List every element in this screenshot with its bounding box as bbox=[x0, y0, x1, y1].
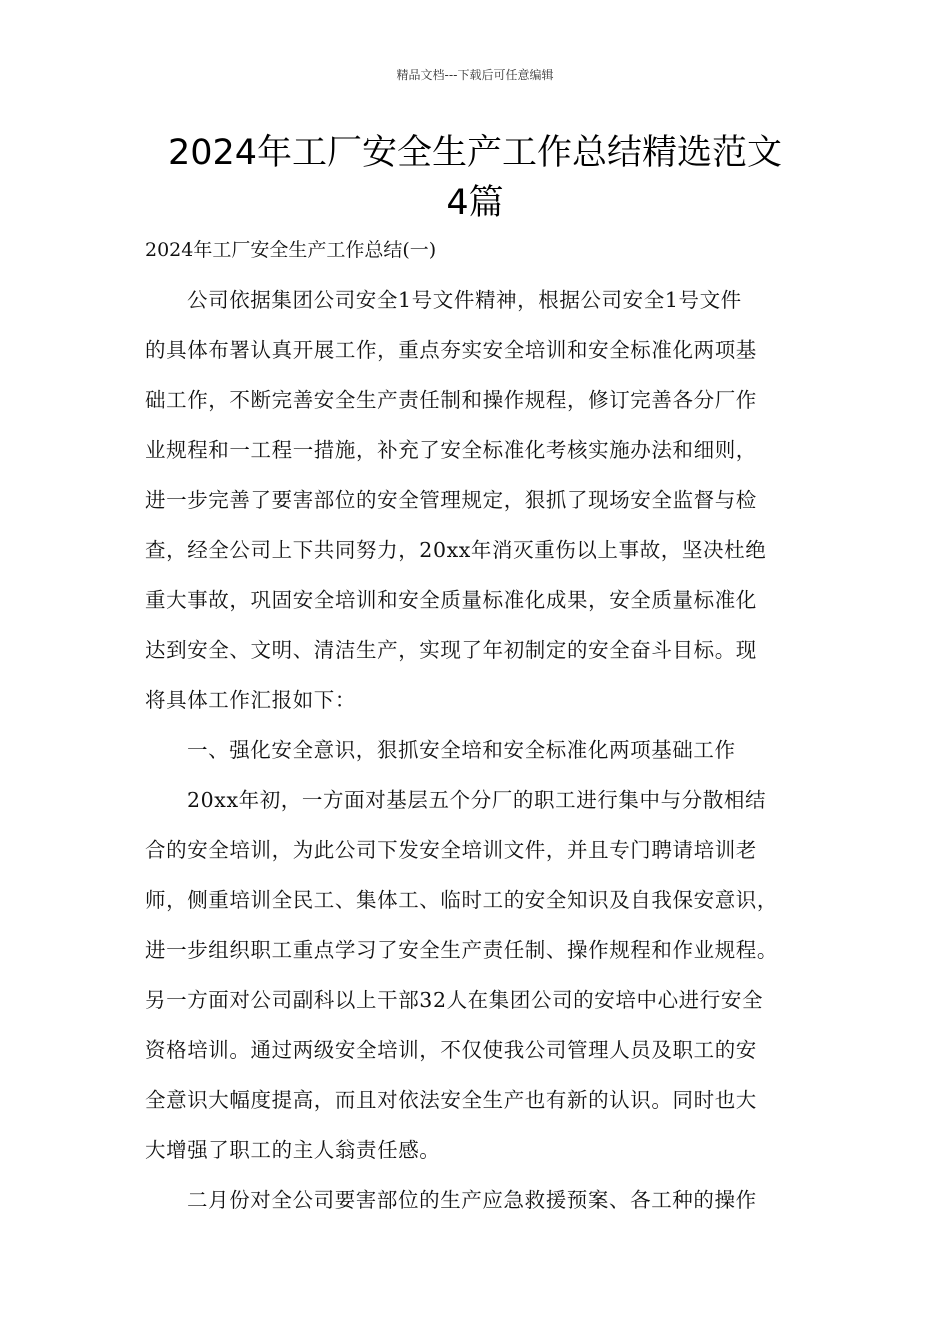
section-heading-1 bbox=[145, 732, 825, 782]
document-title bbox=[100, 128, 850, 228]
header-watermark: 精品文档---下载后可任意编辑 bbox=[396, 68, 554, 82]
text-line: 大增强了职工的主人翁责任感。 bbox=[145, 1138, 441, 1162]
text-line: 业规程和一工程一措施，补充了安全标准化考核实施办法和细则， bbox=[145, 438, 757, 462]
document-title-line-2: 4篇 bbox=[446, 183, 504, 223]
text-line: 合的安全培训，为此公司下发安全培训文件，并且专门聘请培训老 bbox=[145, 838, 757, 862]
paragraph-1 bbox=[145, 282, 825, 732]
section-subtitle: 2024年工厂安全生产工作总结(一) bbox=[145, 239, 437, 261]
text-line: 础工作，不断完善安全生产责任制和操作规程，修订完善各分厂作 bbox=[145, 388, 757, 412]
text-line: 查，经全公司上下共同努力，20xx年消灭重伤以上事故，坚决杜绝 bbox=[145, 538, 767, 562]
text-line: 全意识大幅度提高，而且对依法安全生产也有新的认识。同时也大 bbox=[145, 1088, 757, 1112]
text-line: 进一步组织职工重点学习了安全生产责任制、操作规程和作业规程。 bbox=[145, 938, 778, 962]
text-line: 达到安全、文明、清洁生产，实现了年初制定的安全奋斗目标。现 bbox=[145, 638, 757, 662]
text-line: 将具体工作汇报如下： bbox=[145, 688, 356, 712]
paragraph-3 bbox=[145, 1182, 825, 1232]
text-line: 重大事故，巩固安全培训和安全质量标准化成果，安全质量标准化 bbox=[145, 588, 757, 612]
text-line: 师，侧重培训全民工、集体工、临时工的安全知识及自我保安意识， bbox=[145, 888, 778, 912]
text-line: 20xx年初，一方面对基层五个分厂的职工进行集中与分散相结 bbox=[187, 788, 767, 812]
text-line: 的具体布署认真开展工作，重点夯实安全培训和安全标准化两项基 bbox=[145, 338, 757, 362]
text-line: 另一方面对公司副科以上干部32人在集团公司的安培中心进行安全 bbox=[145, 988, 764, 1012]
paragraph-2 bbox=[145, 782, 825, 1182]
text-line: 公司依据集团公司安全1号文件精神，根据公司安全1号文件 bbox=[187, 288, 742, 312]
document-title-line-1: 2024年工厂安全生产工作总结精选范文 bbox=[167, 133, 783, 173]
text-line: 一、强化安全意识，狠抓安全培和安全标准化两项基础工作 bbox=[187, 738, 736, 762]
text-line: 二月份对全公司要害部位的生产应急救援预案、各工种的操作 bbox=[187, 1188, 757, 1212]
text-line: 资格培训。通过两级安全培训，不仅使我公司管理人员及职工的安 bbox=[145, 1038, 757, 1062]
text-line: 进一步完善了要害部位的安全管理规定，狠抓了现场安全监督与检 bbox=[145, 488, 757, 512]
document-body bbox=[145, 282, 825, 1232]
